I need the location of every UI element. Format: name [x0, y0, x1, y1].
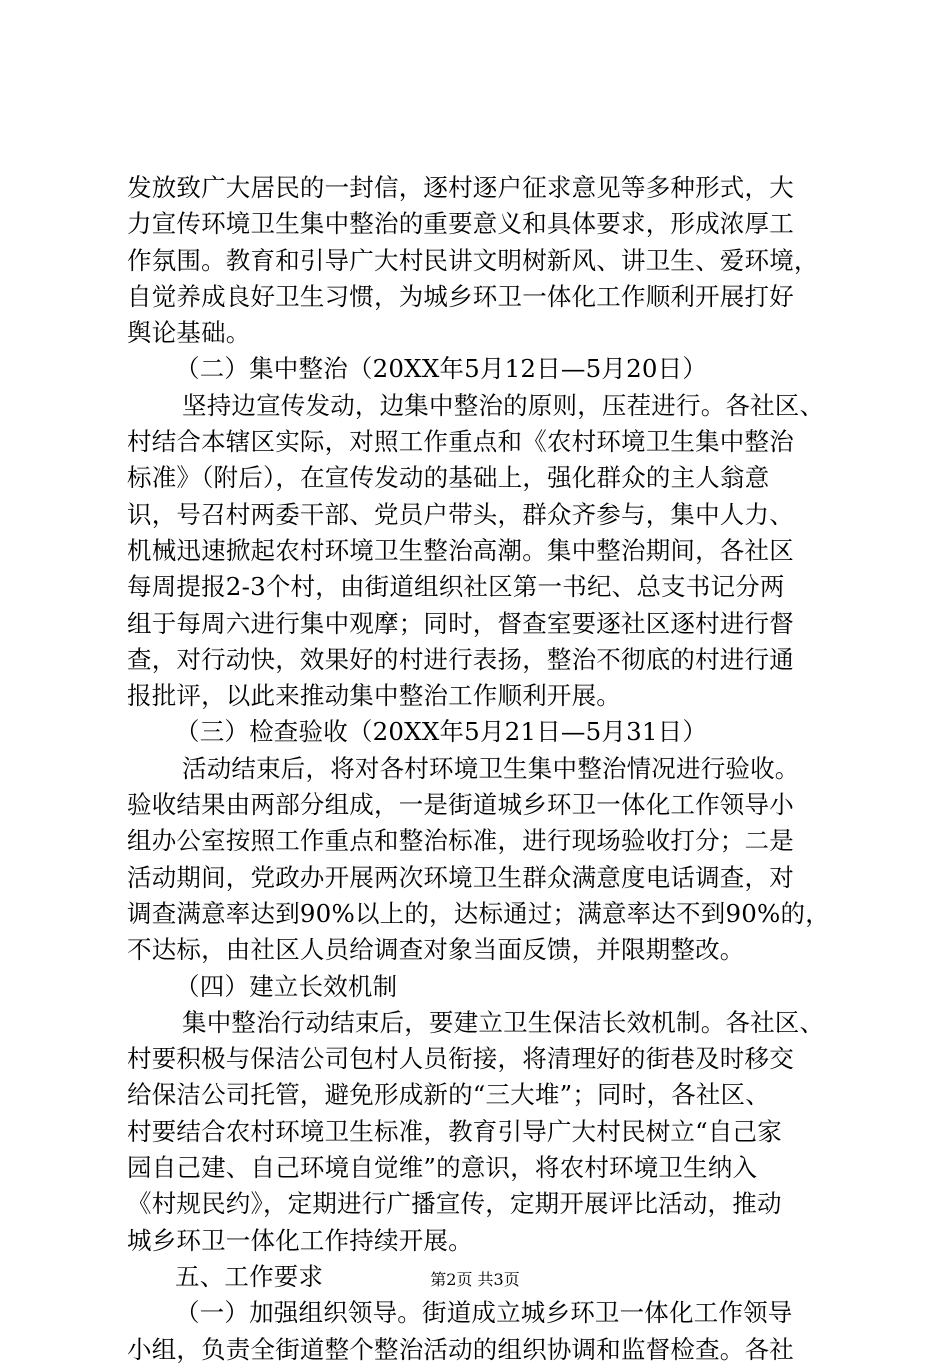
text-line: 自觉养成良好卫生习惯，为城乡环卫一体化工作顺利开展打好	[127, 281, 794, 311]
text-line: 机械迅速掀起农村环境卫生整治高潮。集中整治期间，各社区	[127, 535, 794, 565]
text-line: 识，号召村两委干部、党员户带头，群众齐参与，集中人力、	[127, 499, 794, 529]
section-heading: （四）建立长效机制	[175, 971, 398, 1001]
text-line: 每周提报2-3个村，由街道组织社区第一书纪、总支书记分两	[127, 572, 785, 602]
text-line: （一）加强组织领导。街道成立城乡环卫一体化工作领导	[175, 1298, 793, 1328]
text-line: 园自己建、自己环境自觉维”的意识，将农村环境卫生纳入	[127, 1153, 758, 1183]
text-line: 调查满意率达到90%以上的，达标通过；满意率达不到90%的，	[127, 898, 830, 928]
section-heading: （二）集中整治（20XX年5月12日—5月20日）	[175, 354, 708, 384]
text-line: 村要结合农村环境卫生标准，教育引导广大村民树立“自己家	[127, 1116, 782, 1146]
text-line: 组于每周六进行集中观摩；同时，督查室要逐社区逐村进行督	[127, 608, 794, 638]
page-footer: 第2页 共3页	[430, 1270, 520, 1289]
text-line: 不达标，由社区人员给调查对象当面反馈，并限期整改。	[127, 935, 745, 965]
text-line: 集中整治行动结束后，要建立卫生保洁长效机制。各社区、	[182, 1007, 825, 1037]
text-line: 村要积极与保洁公司包村人员衔接，将清理好的街巷及时移交	[127, 1044, 794, 1074]
section-heading: 五、工作要求	[175, 1261, 324, 1291]
text-line: 城乡环卫一体化工作持续开展。	[127, 1225, 473, 1255]
text-line: 作氛围。教育和引导广大村民讲文明树新风、讲卫生、爱环境，	[127, 245, 819, 275]
text-line: 坚持边宣传发动，边集中整治的原则，压茬进行。各社区、	[182, 390, 825, 420]
text-line: 发放致广大居民的一封信，逐村逐户征求意见等多种形式，大	[127, 173, 794, 202]
text-line: 组办公室按照工作重点和整治标准，进行现场验收打分；二是	[127, 826, 794, 856]
text-line: 小组，负责全街道整个整治活动的组织协调和监督检查。各社	[127, 1334, 794, 1364]
text-line: 活动结束后，将对各村环境卫生集中整治情况进行验收。	[182, 753, 800, 783]
text-line: 验收结果由两部分组成，一是街道城乡环卫一体化工作领导小	[127, 790, 794, 820]
text-line: 报批评，以此来推动集中整治工作顺利开展。	[127, 681, 621, 711]
section-heading: （三）检查验收（20XX年5月21日—5月31日）	[175, 717, 708, 747]
text-line: 查，对行动快，效果好的村进行表扬，整治不彻底的村进行通	[127, 644, 794, 674]
text-line: 给保洁公司托管，避免形成新的“三大堆”；同时，各社区、	[127, 1080, 770, 1110]
document-body	[127, 170, 830, 1368]
text-line: 《村规民约》，定期进行广播宣传，定期开展评比活动，推动	[127, 1189, 782, 1219]
text-line: 活动期间，党政办开展两次环境卫生群众满意度电话调查，对	[127, 862, 794, 892]
text-line: 力宣传环境卫生集中整治的重要意义和具体要求，形成浓厚工	[127, 209, 794, 239]
text-line: 舆论基础。	[127, 318, 251, 348]
text-line: 标准》（附后），在宣传发动的基础上，强化群众的主人翁意	[127, 463, 770, 493]
text-line: 村结合本辖区实际，对照工作重点和《农村环境卫生集中整治	[127, 427, 794, 457]
